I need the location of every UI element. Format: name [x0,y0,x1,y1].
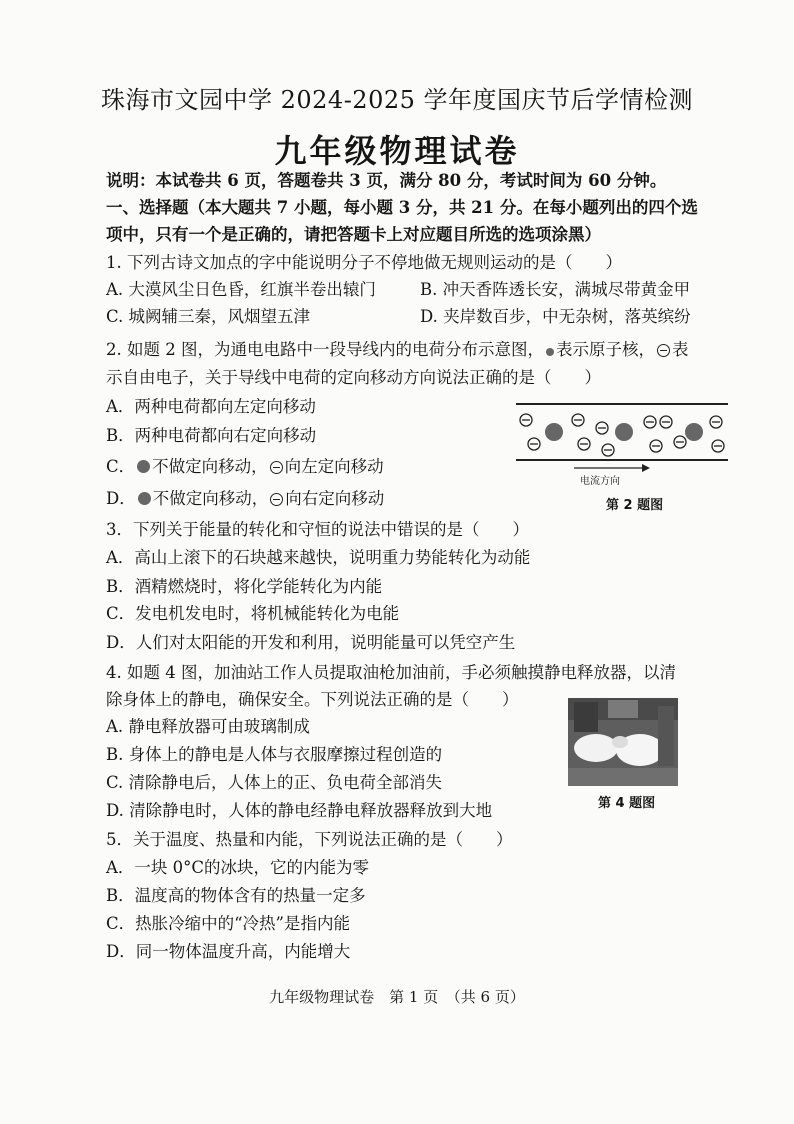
electron-icon [572,414,584,426]
electron-icon [270,461,283,474]
q2-stem-line2: 示自由电子，关于导线中电荷的定向移动方向说法正确的是（ ） [106,368,601,387]
q1-stem: 1. 下列古诗文加点的字中能说明分子不停地做无规则运动的是（ ） [106,253,622,272]
instructions: 说明：本试卷共 6 页，答题卷共 3 页，满分 80 分，考试时间为 60 分钟。 [106,171,667,190]
electron-icon [578,438,590,450]
q1-option-a: A. 大漠风尘日色昏，红旗半卷出辕门 [106,280,376,299]
q2-stem-line1 [106,339,688,361]
electron-icon [712,440,724,452]
q3-option-b: B．酒精燃烧时，将化学能转化为内能 [106,577,383,596]
q2-option-b: B．两种电荷都向右定向移动 [106,426,317,445]
electron-icon [270,493,283,506]
q5-option-c: C．热胀冷缩中的“冷热”是指内能 [106,914,350,933]
q1-option-c: C. 城阙辅三秦，风烟望五津 [106,307,311,326]
q5-option-d: D．同一物体温度升高，内能增大 [106,942,351,961]
school-title: 珠海市文园中学 2024-2025 学年度国庆节后学情检测 [100,86,694,114]
q4-stem-line2: 除身体上的静电，确保安全。下列说法正确的是（ ） [106,690,519,709]
exam-title: 九年级物理试卷 [274,132,520,170]
nucleus-icon [138,492,151,505]
static-discharger-photo [568,698,678,786]
q4-option-a: A. 静电释放器可由玻璃制成 [106,717,310,736]
q4-stem-line1: 4. 如题 4 图，加油站工作人员提取油枪加油前，手必须触摸静电释放器，以清 [106,663,676,682]
q3-stem: 3．下列关于能量的转化和守恒的说法中错误的是（ ） [106,520,529,539]
q2-figure-caption: 第 2 题图 [606,498,664,513]
q4-figure-caption: 第 4 题图 [598,796,656,811]
page-footer: 九年级物理试卷 第 1 页 （共 6 页） [269,988,525,1006]
electron-icon [644,416,656,428]
electron-icon [660,416,672,428]
q2-option-d-prefix: D． [106,489,136,508]
q2-option-a: A．两种电荷都向左定向移动 [106,397,316,416]
q1-option-d: D. 夹岸数百步，中无杂树，落英缤纷 [420,307,691,326]
q1-option-b: B. 冲天香阵透长安，满城尽带黄金甲 [420,280,691,299]
electron-icon [528,438,540,450]
electron-icon [650,440,662,452]
electron-icon [596,422,608,434]
nucleus-icon [546,348,554,356]
q3-option-a: A．高山上滚下的石块越来越快，说明重力势能转化为动能 [106,548,531,567]
electron-icon [674,436,686,448]
section1-heading-line1: 一、选择题（本大题共 7 小题，每小题 3 分，共 21 分。在每小题列出的四个选 [106,198,698,217]
section1-heading-line2: 项中，只有一个是正确的，请把答题卡上对应题目所选的选项涂黑） [106,225,601,244]
wire-charge-diagram [512,398,732,486]
electron-icon [602,444,614,456]
q2-option-d [106,488,384,510]
nucleus-icon [545,423,563,441]
q2-option-c-suffix: 向左定向移动 [284,457,384,476]
q2-option-d-suffix: 向右定向移动 [285,489,385,508]
q5-option-a: A．一块 0°C的冰块，它的内能为零 [106,858,370,877]
current-arrow-head [642,464,650,472]
nucleus-icon [685,423,703,441]
q2-option-d-mid: 不做定向移动， [152,489,269,508]
nucleus-icon [137,460,150,473]
electron-icon [657,344,670,357]
q5-option-b: B．温度高的物体含有的热量一定多 [106,886,366,905]
nucleus-icon [615,423,633,441]
q3-option-d: D．人们对太阳能的开发和利用，说明能量可以凭空产生 [106,633,516,652]
q3-option-c: C．发电机发电时，将机械能转化为电能 [106,604,400,623]
q2-stem-part1: 2. 如题 2 图，为通电电路中一段导线内的电荷分布示意图， [106,340,544,359]
q4-option-b: B. 身体上的静电是人体与衣服摩擦过程创造的 [106,745,443,764]
electron-icon [520,414,532,426]
q2-option-c-mid: 不做定向移动， [152,457,268,476]
q5-stem: 5．关于温度、热量和内能，下列说法正确的是（ ） [106,830,513,849]
q2-option-c-prefix: C． [106,457,136,476]
q4-option-c: C. 清除静电后，人体上的正、负电荷全部消失 [106,773,443,792]
photo-image [568,698,678,786]
q2-option-c [106,456,384,478]
q2-stem-part3: 表 [671,340,689,359]
current-direction-label: 电流方向 [580,476,620,487]
q2-stem-part2: 表示原子核， [555,340,655,359]
electron-icon [710,416,722,428]
q4-option-d: D. 清除静电时，人体的静电经静电释放器释放到大地 [106,801,493,820]
